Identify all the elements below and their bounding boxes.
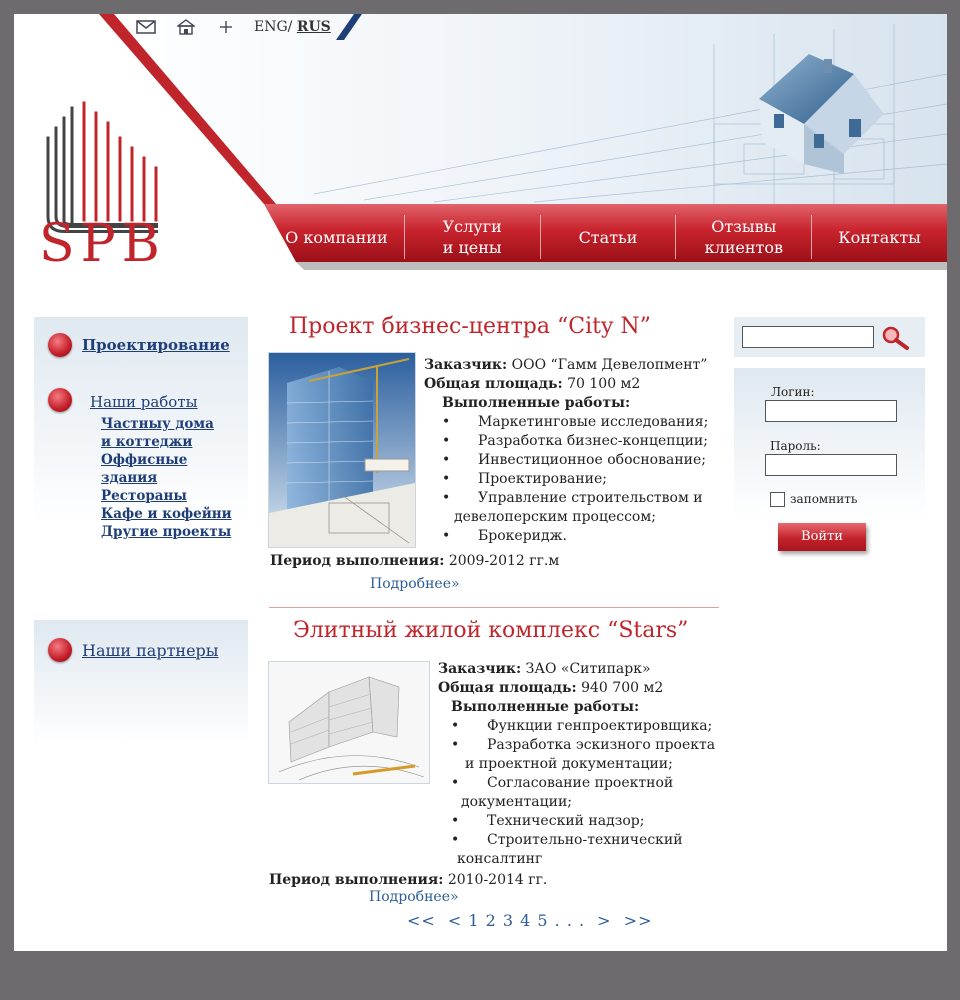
sitemap-icon[interactable]: [214, 17, 238, 37]
password-input[interactable]: [765, 454, 897, 476]
lang-separator: /: [287, 19, 293, 35]
nav-contacts[interactable]: [812, 215, 947, 259]
project1-area: 70 100 м2: [567, 376, 641, 392]
sidebar-sub-other[interactable]: Другие проекты: [101, 524, 232, 540]
nav-about[interactable]: [269, 215, 405, 259]
main-nav: [269, 204, 947, 270]
project1-image[interactable]: [268, 352, 416, 548]
project1-client: ООО “Гамм Девелопмент”: [511, 357, 708, 373]
logo-text[interactable]: SPB: [39, 214, 166, 274]
sidebar-menu-panel: [34, 317, 248, 547]
sidebar-sub-cafes[interactable]: Кафе и кофейни: [101, 506, 232, 522]
lang-eng-link[interactable]: ENG: [254, 19, 288, 35]
project2-info: Заказчик: ЗАО «Ситипарк» Общая площадь: 940 700 м2: [438, 661, 664, 696]
search-input[interactable]: [742, 326, 874, 348]
project1-info: Заказчик: ООО “Гамм Девелопмент” Общая площадь: 70 100 м2: [424, 357, 708, 392]
project1-title[interactable]: Проект бизнес-центра “City N”: [289, 314, 651, 339]
login-input[interactable]: [765, 400, 897, 422]
red-bullet-icon: [48, 388, 72, 412]
sidebar-sub-houses-1[interactable]: Частныу дома: [101, 416, 214, 432]
nav-services-label: Услуги и цены: [442, 217, 502, 257]
red-bullet-icon: [48, 333, 72, 357]
project2-period: Период выполнения: 2010-2014 гг.: [269, 872, 548, 888]
project1-works-title: Выполненные работы:: [442, 395, 631, 411]
mail-icon[interactable]: [134, 17, 158, 37]
lang-rus-link[interactable]: RUS: [296, 19, 331, 35]
sidebar-sub-houses-2[interactable]: и коттеджи: [101, 434, 193, 450]
pager-last[interactable]: >>: [623, 911, 653, 930]
login-panel: [734, 368, 925, 568]
header: [14, 14, 947, 284]
project2-title[interactable]: Элитный жилой комплекс “Stars”: [293, 618, 689, 643]
remember-checkbox[interactable]: [770, 492, 785, 507]
nav-articles-label: Статьи: [578, 227, 638, 247]
login-label: Логин:: [771, 385, 815, 399]
red-bullet-icon: [48, 638, 72, 662]
sidebar-item-design[interactable]: Проектирование: [82, 336, 230, 354]
nav-about-label: О компании: [285, 227, 388, 247]
project-divider: [269, 607, 719, 608]
pagination: [407, 911, 658, 930]
page: ENG/ RUS SPB О компании Услуги и цены Статьи Отзывы клиентов Контакты Проектирование Наши работы Частныу дома и коттеджи Оффисные здания Рестораны Кафе и кофейни Другие проекты Наши партнеры Проект бизнес-центра “City N” Заказчик: ООО “Гамм Девелопмент” Общая площадь: 70 100 м2 Выполненные работы: • Маркетинговые исследования; • Разработка бизнес-концепции; • Инвестиционное обоснование; • Проектирование; • Управление строительством и девелоперским процессом; • Брокеридж. Период выполнения: 2009-2012 гг.м Подробнее» Элитный жилой комплекс “Stars” Заказчик: ЗАО «Ситипарк» Общая площадь: 940 700 м2 Выполненные работы: • Функции генпроектировщика; • Разработка эскизного проекта и проектной документации; • Согласование проектной документации; • Технический надзор; • Строительно-технический консалтинг Период выполнения: 2010-2014 гг. Подробнее» << < 1 2 3 4 5 . . . > >> Логин: Пароль: запомнить Войти: [14, 14, 947, 951]
project2-more-link[interactable]: Подробнее»: [369, 889, 459, 905]
project2-area: 940 700 м2: [581, 680, 664, 696]
sidebar-partners-panel: [34, 620, 248, 760]
project2-client: ЗАО «Ситипарк»: [525, 661, 651, 677]
sidebar-item-works[interactable]: Наши работы: [90, 393, 198, 411]
pager-pages[interactable]: 1 2 3 4 5 . . .: [468, 911, 586, 930]
remember-label: запомнить: [790, 492, 858, 506]
sidebar-sub-restaurants[interactable]: Рестораны: [101, 488, 187, 504]
pager-next[interactable]: >: [597, 911, 612, 930]
project2-works: [451, 698, 639, 717]
sidebar-sub-offices-2[interactable]: здания: [101, 470, 158, 486]
project1-more-link[interactable]: Подробнее»: [370, 576, 460, 592]
login-button[interactable]: Войти: [778, 523, 866, 551]
project1-period: Период выполнения: 2009-2012 гг.м: [270, 553, 560, 569]
nav-articles[interactable]: [541, 215, 677, 259]
nav-services[interactable]: [405, 215, 541, 259]
project2-image[interactable]: [268, 661, 430, 784]
sidebar-item-partners[interactable]: Наши партнеры: [82, 641, 219, 660]
project2-works-title: Выполненные работы:: [451, 699, 640, 715]
nav-reviews-label: Отзывы клиентов: [704, 217, 784, 257]
nav-contacts-label: Контакты: [838, 227, 921, 247]
search-box: [734, 317, 925, 357]
password-label: Пароль:: [770, 439, 821, 453]
sidebar-sub-offices-1[interactable]: Оффисные: [101, 452, 188, 468]
language-switch: [254, 19, 331, 35]
top-utility-bar: [134, 14, 331, 40]
pager-first[interactable]: <<: [407, 911, 436, 930]
pager-prev[interactable]: <: [447, 911, 463, 930]
sidebar-works-sublist: [101, 415, 232, 541]
project1-works: [442, 394, 630, 413]
home-icon[interactable]: [174, 17, 198, 37]
search-icon[interactable]: [880, 325, 910, 351]
nav-reviews[interactable]: [676, 215, 812, 259]
